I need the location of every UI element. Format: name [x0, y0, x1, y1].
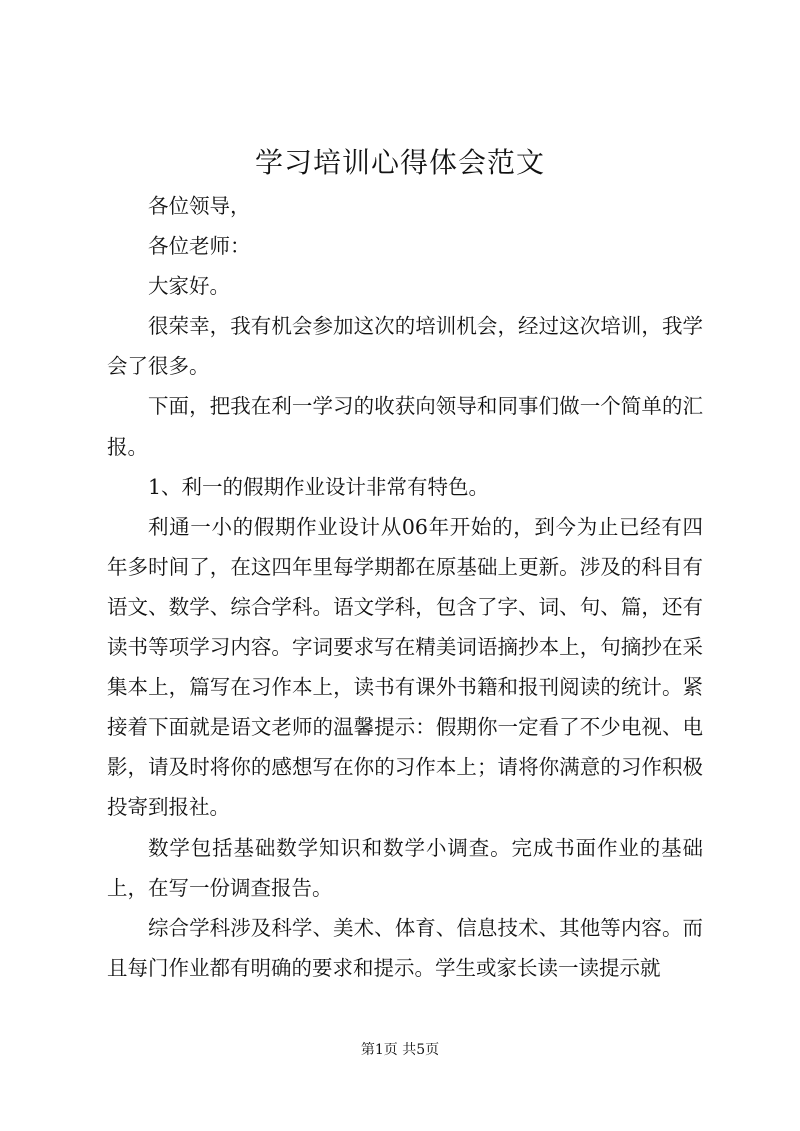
paragraph-greeting-teachers: 各位老师：	[148, 234, 251, 259]
paragraph-section-heading: 1、利一的假期作业设计非常有特色。	[148, 474, 490, 499]
paragraph-homework-design: 利通一小的假期作业设计从06年开始的，到今为止已经有四年多时间了，在这四年里每学期都在原基础上更新。涉及的科目有语文、数学、综合学科。语文学科，包含了字、词、句、篇，还有读书等项学习内容。字词要求写在精美词语摘抄本上，句摘抄在采集本上，篇写在习作本上，读书有课外书籍和报刊阅读的统计。紧接着下面就是语文老师的温馨提示：假期你一定看了不少电视、电影，请及时将你的感想写在你的习作本上；请将你满意的习作积极投寄到报社。	[107, 514, 703, 820]
paragraph-greeting-leaders: 各位领导，	[148, 194, 251, 218]
paragraph-intro: 很荣幸，我有机会参加这次的培训机会，经过这次培训，我学会了很多。	[107, 314, 703, 379]
paragraph-report: 下面，把我在利一学习的收获向领导和同事们做一个简单的汇报。	[107, 394, 703, 459]
document-body	[107, 186, 703, 988]
document-title: 学习培训心得体会范文	[254, 146, 545, 179]
page-number-footer: 第1页 共5页	[360, 1042, 440, 1058]
paragraph-hello: 大家好。	[148, 274, 230, 299]
paragraph-math: 数学包括基础数学知识和数学小调查。完成书面作业的基础上，在写一份调查报告。	[107, 835, 703, 900]
paragraph-comprehensive: 综合学科涉及科学、美术、体育、信息技术、其他等内容。而且每门作业都有明确的要求和提示。学生或家长读一读提示就	[107, 915, 703, 980]
